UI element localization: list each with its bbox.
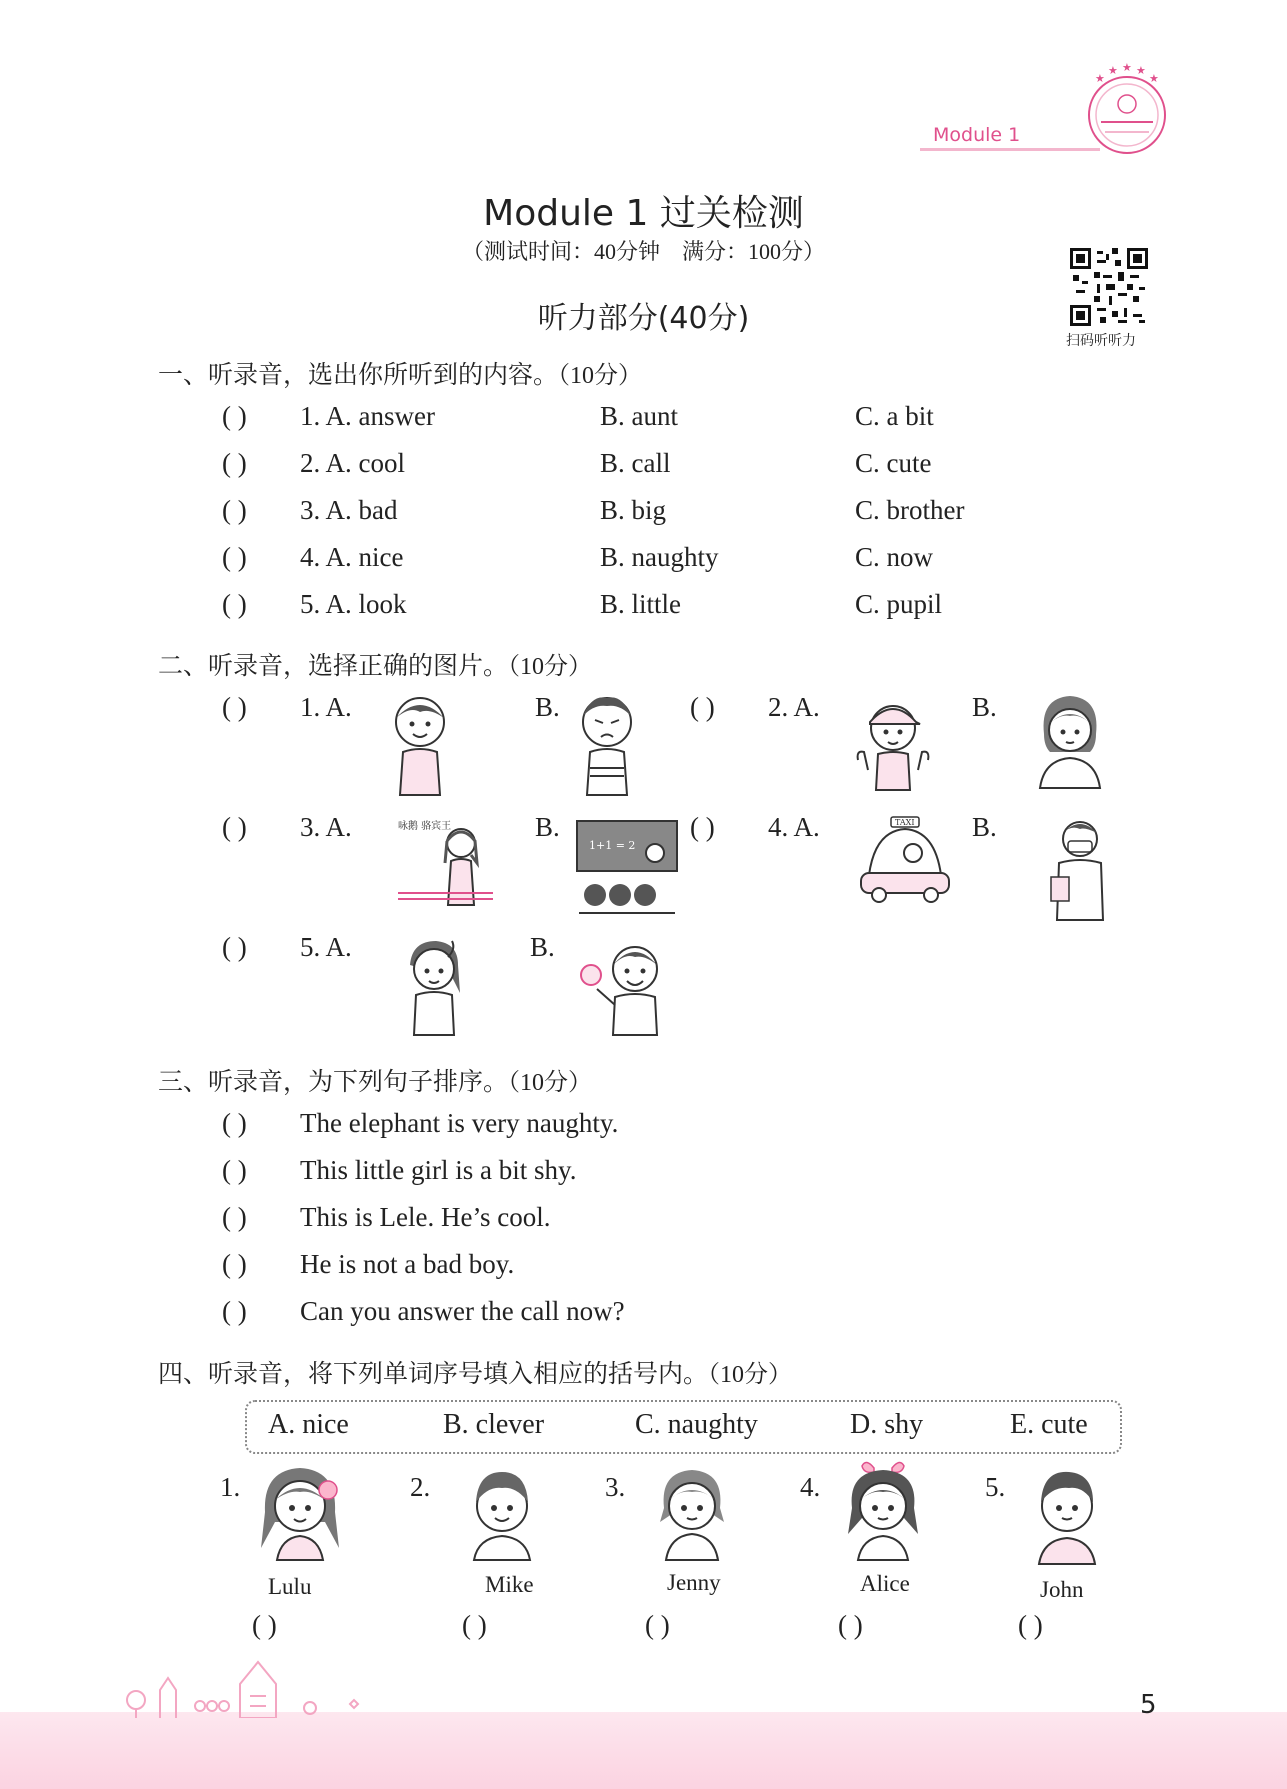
boy-with-idea-picture[interactable]	[575, 935, 675, 1040]
girl-reading-poem-picture[interactable]	[393, 815, 498, 915]
svg-text:★: ★	[1149, 72, 1159, 85]
answer-paren[interactable]: ( )	[222, 401, 247, 431]
section4-heading	[158, 1354, 792, 1390]
picture-option-b-label: B.	[530, 932, 555, 962]
person-number: 5.	[985, 1472, 1006, 1502]
svg-text:★: ★	[1136, 64, 1146, 77]
option-a: 2. A. cool	[300, 448, 405, 478]
picture-option-b-label: B.	[972, 692, 997, 722]
answer-paren[interactable]: ( )	[462, 1610, 487, 1640]
section2-heading	[158, 646, 592, 682]
picture-option-b-label: B.	[535, 692, 560, 722]
page-number: 5	[1140, 1690, 1157, 1720]
board-math-text: 1+1 = 2	[589, 839, 636, 852]
word-bank-item: B. clever	[443, 1409, 545, 1440]
page-subtitle: （测试时间：40分钟 满分：100分）	[461, 239, 825, 264]
option-b: B. little	[600, 589, 681, 619]
footer-band	[0, 1712, 1287, 1789]
svg-text:★: ★	[1095, 72, 1105, 85]
word-bank-item: A. nice	[268, 1409, 349, 1440]
picture-option-a-label: 3. A.	[300, 812, 352, 842]
answer-paren[interactable]: ( )	[222, 1249, 247, 1279]
lulu-portrait	[255, 1462, 345, 1562]
option-c: C. cute	[855, 448, 932, 478]
answer-paren[interactable]: ( )	[222, 448, 247, 478]
option-a: 4. A. nice	[300, 542, 404, 572]
option-c: C. pupil	[855, 589, 943, 619]
poem-title-text: 咏鹅 骆宾王	[398, 821, 452, 832]
taxi-sign-text: TAXI	[895, 818, 915, 827]
taxi-driver-picture[interactable]	[855, 815, 955, 905]
answer-paren[interactable]: ( )	[690, 812, 715, 842]
module-tag: Module 1	[933, 124, 1021, 146]
person-name: John	[1040, 1577, 1084, 1602]
john-portrait	[1025, 1462, 1110, 1566]
person-number: 1.	[220, 1472, 241, 1502]
picture-option-a-label: 4. A.	[768, 812, 820, 842]
option-c: C. brother	[855, 495, 965, 525]
answer-paren[interactable]: ( )	[252, 1610, 277, 1640]
part-title: 听力部分(40分)	[537, 301, 750, 336]
section1-score: （10分）	[558, 363, 643, 389]
boy-in-cap-picture[interactable]	[848, 690, 938, 795]
option-a: 5. A. look	[300, 589, 407, 619]
sentence-text: Can you answer the call now?	[300, 1296, 625, 1326]
person-number: 4.	[800, 1472, 821, 1502]
person-number: 3.	[605, 1472, 626, 1502]
castle-doodle-icon	[120, 1648, 400, 1718]
answer-paren[interactable]: ( )	[690, 692, 715, 722]
person-name: Jenny	[667, 1570, 721, 1595]
answer-paren[interactable]: ( )	[222, 1155, 247, 1185]
happy-boy-picture[interactable]	[385, 690, 455, 800]
answer-paren[interactable]: ( )	[222, 495, 247, 525]
section3-score: （10分）	[508, 1070, 593, 1096]
sentence-text: The elephant is very naughty.	[300, 1108, 619, 1138]
option-c: C. a bit	[855, 401, 934, 431]
section2-heading-text: 二、听录音，选择正确的图片。	[158, 651, 509, 680]
answer-paren[interactable]: ( )	[222, 692, 247, 722]
answer-paren[interactable]: ( )	[1018, 1610, 1043, 1640]
page-title: Module 1 过关检测	[483, 193, 804, 234]
word-bank-item: E. cute	[1010, 1409, 1088, 1440]
jenny-portrait	[650, 1462, 735, 1562]
answer-paren[interactable]: ( )	[222, 812, 247, 842]
doctor-picture[interactable]	[1045, 815, 1115, 925]
sentence-text: He is not a bad boy.	[300, 1249, 515, 1279]
word-bank-item: D. shy	[850, 1409, 924, 1440]
option-b: B. aunt	[600, 401, 678, 431]
option-b: B. call	[600, 448, 671, 478]
answer-paren[interactable]: ( )	[645, 1610, 670, 1640]
sentence-text: This is Lele. He’s cool.	[300, 1202, 551, 1232]
svg-text:★: ★	[1122, 61, 1132, 74]
answer-paren[interactable]: ( )	[222, 542, 247, 572]
answer-paren[interactable]: ( )	[222, 1108, 247, 1138]
section3-heading-text: 三、听录音，为下列句子排序。	[158, 1067, 509, 1096]
answer-paren[interactable]: ( )	[838, 1610, 863, 1640]
person-name: Lulu	[268, 1574, 312, 1599]
word-bank-item: C. naughty	[635, 1409, 758, 1440]
option-a: 3. A. bad	[300, 495, 398, 525]
person-name: Mike	[485, 1572, 534, 1597]
section1-heading	[158, 355, 642, 391]
person-number: 2.	[410, 1472, 431, 1502]
qr-caption: 扫码听听力	[1066, 333, 1136, 349]
picture-option-a-label: 1. A.	[300, 692, 352, 722]
svg-text:★: ★	[1108, 64, 1118, 77]
option-b: B. naughty	[600, 542, 719, 572]
picture-option-b-label: B.	[535, 812, 560, 842]
header-divider	[920, 148, 1100, 151]
girl-thinking-picture[interactable]	[398, 935, 468, 1040]
angry-boy-picture[interactable]	[572, 690, 642, 800]
sentence-text: This little girl is a bit shy.	[300, 1155, 577, 1185]
option-a: 1. A. answer	[300, 401, 435, 431]
answer-paren[interactable]: ( )	[222, 1296, 247, 1326]
option-c: C. now	[855, 542, 934, 572]
option-b: B. big	[600, 495, 667, 525]
girl-short-hair-picture[interactable]	[1030, 690, 1110, 790]
answer-paren[interactable]: ( )	[222, 1202, 247, 1232]
answer-paren[interactable]: ( )	[222, 932, 247, 962]
qr-code-icon[interactable]	[1070, 248, 1148, 326]
picture-option-b-label: B.	[972, 812, 997, 842]
section4-heading-text: 四、听录音，将下列单词序号填入相应的括号内。	[158, 1359, 709, 1388]
picture-option-a-label: 2. A.	[768, 692, 820, 722]
section4-score: （10分）	[708, 1362, 793, 1388]
person-name: Alice	[860, 1571, 910, 1596]
alice-portrait	[838, 1458, 928, 1562]
mike-portrait	[460, 1462, 545, 1562]
classroom-blackboard-picture[interactable]	[575, 815, 680, 915]
section1-heading-text: 一、听录音，选出你所听到的内容。	[158, 360, 559, 389]
section3-heading	[158, 1062, 592, 1098]
section2-score: （10分）	[508, 654, 593, 680]
publisher-seal-icon	[1075, 60, 1180, 160]
answer-paren[interactable]: ( )	[222, 589, 247, 619]
picture-option-a-label: 5. A.	[300, 932, 352, 962]
